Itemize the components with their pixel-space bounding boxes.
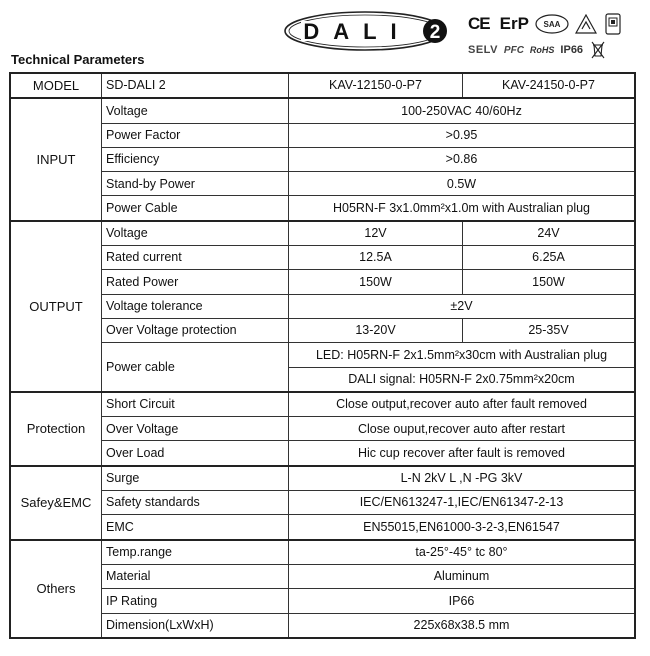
table-row: [10, 441, 635, 466]
row-label: Voltage: [102, 221, 289, 246]
row-label: Power Cable: [102, 196, 289, 221]
dali2-logo: [283, 10, 453, 52]
table-row: [10, 343, 635, 367]
row-value: DALI signal: H05RN-F 2x0.75mm²x20cm: [289, 367, 636, 392]
row-value: Aluminum: [289, 564, 636, 588]
row-value: LED: H05RN-F 2x1.5mm²x30cm with Australian plug: [289, 343, 636, 367]
row-value: Hic cup recover after fault is removed: [289, 441, 636, 466]
group-input: INPUT: [10, 98, 102, 220]
row-value-b: 25-35V: [463, 318, 636, 342]
technical-parameters-table: [9, 72, 636, 639]
row-label: Power Factor: [102, 123, 289, 147]
table-row-model: [10, 73, 635, 98]
row-value: L-N 2kV L ,N -PG 3kV: [289, 466, 636, 491]
row-value-b: 150W: [463, 270, 636, 294]
rohs-mark: RoHS: [529, 45, 555, 55]
row-label: Voltage: [102, 98, 289, 123]
ip66-mark: IP66: [560, 44, 584, 56]
weee-bin-icon: [591, 41, 605, 59]
row-label: Dimension(LxWxH): [102, 613, 289, 638]
row-label: Over Load: [102, 441, 289, 466]
table-row: [10, 221, 635, 246]
row-value-a: 13-20V: [289, 318, 463, 342]
row-value: H05RN-F 3x1.0mm²x1.0m with Australian plug: [289, 196, 636, 221]
row-value-a: 150W: [289, 270, 463, 294]
svg-text:SAA: SAA: [543, 20, 561, 29]
row-value: 0.5W: [289, 172, 636, 196]
double-insulation-icon: [605, 13, 621, 35]
row-value: 225x68x38.5 mm: [289, 613, 636, 638]
row-value-b: 24V: [463, 221, 636, 246]
row-label: Power cable: [102, 343, 289, 392]
row-value: >0.86: [289, 147, 636, 171]
row-label: Surge: [102, 466, 289, 491]
row-value: >0.95: [289, 123, 636, 147]
row-value: IP66: [289, 589, 636, 613]
table-row: [10, 318, 635, 342]
group-safety-emc: Safey&EMC: [10, 466, 102, 540]
ce-mark: CE: [468, 14, 490, 33]
table-row: [10, 515, 635, 540]
table-row: [10, 196, 635, 221]
group-output: OUTPUT: [10, 221, 102, 392]
table-row: [10, 466, 635, 491]
table-row: [10, 172, 635, 196]
row-label: Rated Power: [102, 270, 289, 294]
row-label: Safety standards: [102, 491, 289, 515]
row-label: Rated current: [102, 246, 289, 270]
row-label: Stand-by Power: [102, 172, 289, 196]
row-value: ta-25°-45° tc 80°: [289, 540, 636, 565]
dali-logo-number: 2: [429, 22, 441, 43]
row-label: IP Rating: [102, 589, 289, 613]
row-value: 100-250VAC 40/60Hz: [289, 98, 636, 123]
saa-mark-icon: [535, 14, 569, 34]
model-a: KAV-12150-0-P7: [289, 73, 463, 98]
row-value: IEC/EN613247-1,IEC/EN61347-2-13: [289, 491, 636, 515]
table-row: [10, 589, 635, 613]
row-value-a: 12.5A: [289, 246, 463, 270]
group-others: Others: [10, 540, 102, 638]
row-value-a: 12V: [289, 221, 463, 246]
table-row: [10, 98, 635, 123]
row-label: Material: [102, 564, 289, 588]
table-row: [10, 540, 635, 565]
dali-logo-text: DALI: [303, 19, 411, 44]
row-label: Over Voltage: [102, 417, 289, 441]
row-value: EN55015,EN61000-3-2-3,EN61547: [289, 515, 636, 540]
table-row: [10, 123, 635, 147]
group-protection: Protection: [10, 392, 102, 466]
model-b: KAV-24150-0-P7: [463, 73, 636, 98]
certification-marks: [468, 13, 640, 61]
row-value: Close ouput,recover auto after restart: [289, 417, 636, 441]
row-label: Temp.range: [102, 540, 289, 565]
model-header: MODEL: [10, 73, 102, 98]
row-label: Voltage tolerance: [102, 294, 289, 318]
table-row: [10, 294, 635, 318]
table-row: [10, 564, 635, 588]
table-row: [10, 270, 635, 294]
table-row: [10, 392, 635, 417]
row-value: Close output,recover auto after fault removed: [289, 392, 636, 417]
row-label: Over Voltage protection: [102, 318, 289, 342]
table-row: [10, 417, 635, 441]
pfc-mark: PFC: [503, 44, 524, 56]
table-row: [10, 491, 635, 515]
page-title: Technical Parameters: [11, 52, 145, 67]
selv-mark: SELV: [468, 44, 498, 56]
row-label: Short Circuit: [102, 392, 289, 417]
rcm-triangle-icon: [575, 14, 597, 34]
table-row: [10, 246, 635, 270]
row-label: Efficiency: [102, 147, 289, 171]
model-name: SD-DALI 2: [102, 73, 289, 98]
row-value-b: 6.25A: [463, 246, 636, 270]
table-row: [10, 147, 635, 171]
erp-mark: ErP: [499, 14, 529, 33]
row-label: EMC: [102, 515, 289, 540]
table-row: [10, 613, 635, 638]
row-value: ±2V: [289, 294, 636, 318]
